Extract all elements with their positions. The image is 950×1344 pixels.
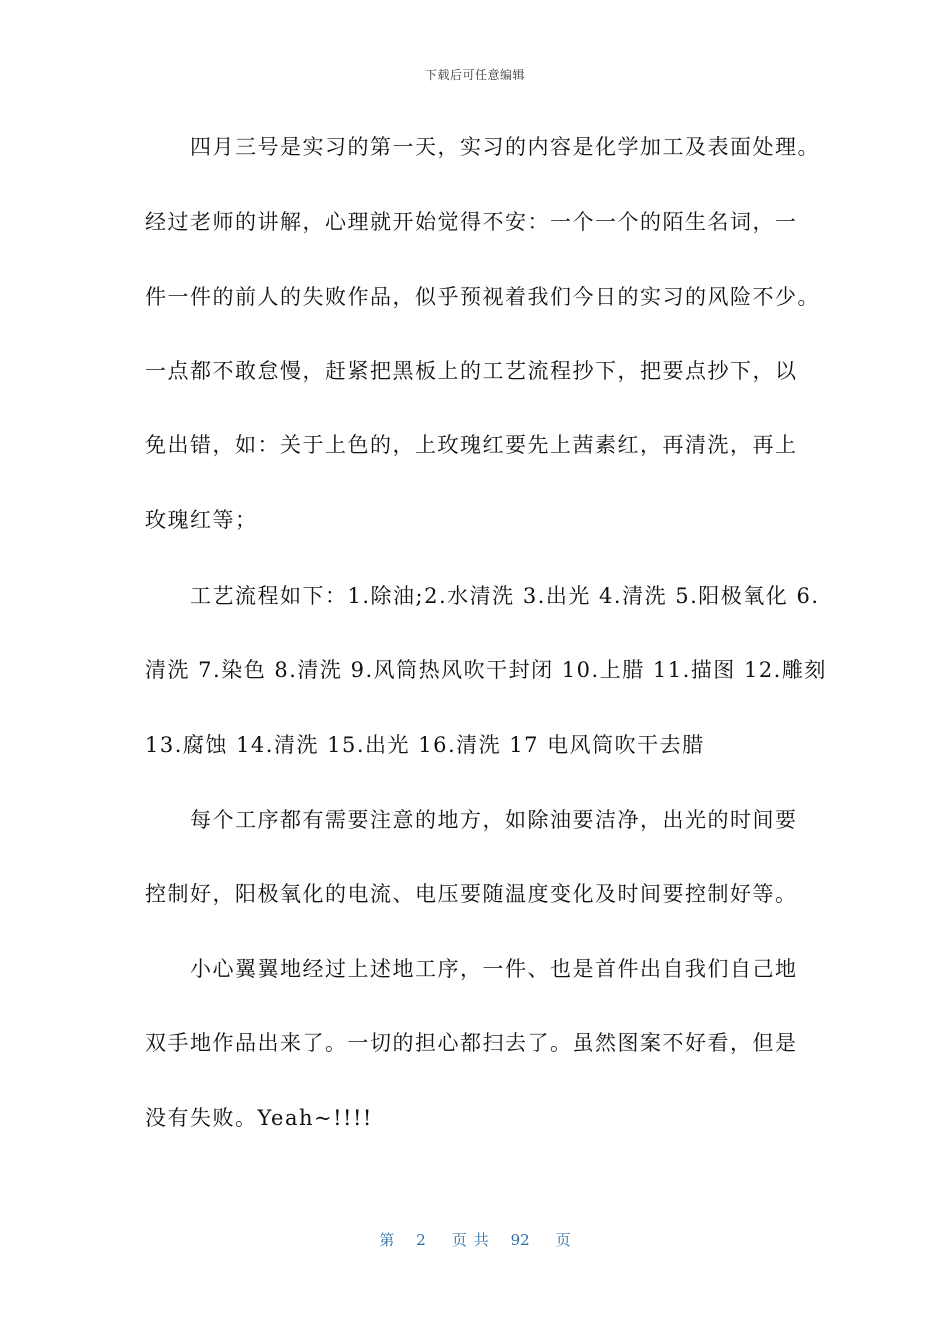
text-line-4: 一点都不敢怠慢，赶紧把黑板上的工艺流程抄下，把要点抄下，以	[145, 359, 798, 383]
text-line-1: 四月三号是实习的第一天，实习的内容是化学加工及表面处理。	[145, 135, 820, 159]
text-line-5: 免出错，如：关于上色的，上玫瑰红要先上茜素红，再清洗，再上	[145, 433, 798, 457]
text-line-13: 双手地作品出来了。一切的担心都扫去了。虽然图案不好看，但是	[145, 1031, 798, 1055]
current-page-number: 2	[416, 1231, 426, 1249]
text-line-6: 玫瑰红等；	[145, 508, 258, 532]
text-line-14: 没有失败。Yeah~!!!!	[145, 1106, 373, 1130]
text-line-9: 13.腐蚀 14.清洗 15.出光 16.清洗 17 电风筒吹干去腊	[145, 733, 705, 757]
total-pages-number: 92	[510, 1231, 530, 1249]
text-line-10: 每个工序都有需要注意的地方，如除油要洁净，出光的时间要	[145, 808, 798, 832]
text-line-3: 件一件的前人的失败作品，似乎预视着我们今日的实习的风险不少。	[145, 285, 820, 309]
page-header-note: 下载后可任意编辑	[424, 68, 525, 82]
text-line-2: 经过老师的讲解，心理就开始觉得不安：一个一个的陌生名词，一	[145, 210, 798, 234]
text-line-7: 工艺流程如下：1.除油;2.水清洗 3.出光 4.清洗 5.阳极氧化 6.	[145, 584, 820, 608]
text-line-11: 控制好，阳极氧化的电流、电压要随温度变化及时间要控制好等。	[145, 882, 798, 906]
text-line-12: 小心翼翼地经过上述地工序，一件、也是首件出自我们自己地	[145, 957, 798, 981]
page-footer	[0, 1229, 950, 1250]
text-line-8: 清洗 7.染色 8.清洗 9.风筒热风吹干封闭 10.上腊 11.描图 12.雕刻	[145, 658, 827, 682]
footer-suffix: 页	[555, 1231, 571, 1249]
footer-middle: 页 共	[451, 1231, 489, 1249]
footer-prefix: 第	[379, 1231, 395, 1249]
